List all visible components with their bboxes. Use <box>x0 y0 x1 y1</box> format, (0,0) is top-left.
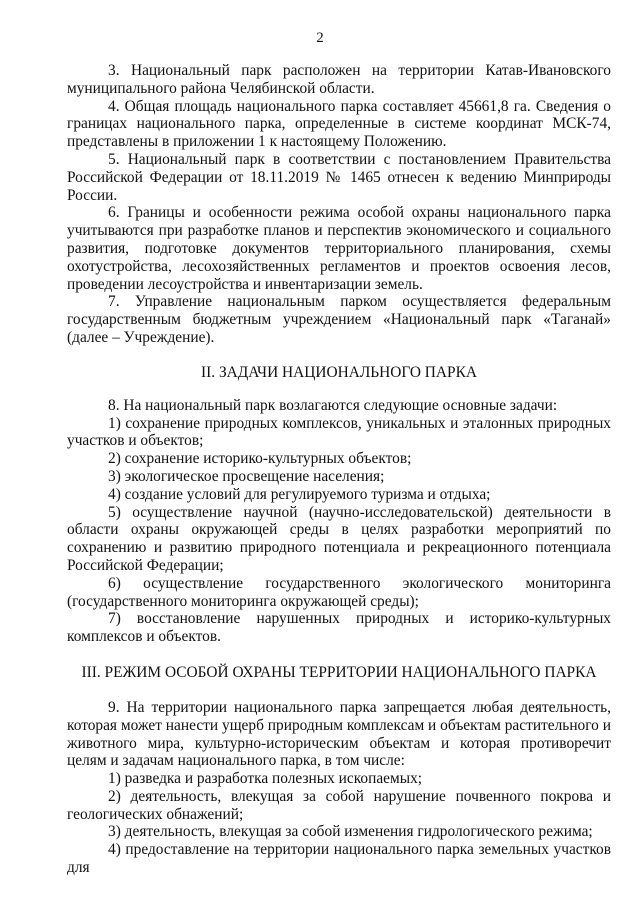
prohibition-item-4: 4) предоставление на территории национального парка земельных участков для <box>67 841 611 877</box>
prohibition-item-3: 3) деятельность, влекущая за собой изменения гидрологического режима; <box>108 823 593 841</box>
task-item-4: 4) создание условий для регулируемого туризма и отдыха; <box>108 485 491 503</box>
task-item-6: 6) осуществление государственного экологического мониторинга (государственного мониторинга окружающей среды); <box>67 574 611 610</box>
document-body <box>67 62 611 877</box>
paragraph-5: 5. Национальный парк в соответствии с постановлением Правительства Российской Федерации от 18.11.2019 № 1465 отнесен к ведению Минприроды России. <box>67 150 611 204</box>
paragraph-9: 9. На территории национального парка запрещается любая деятельность, которая может нанести ущерб природным комплексам и объектам растительного и животного мира, культурно-историческим объектам и которая противоречит целям и задачам национального парка, в том числе: <box>67 698 611 770</box>
task-item-5: 5) осуществление научной (научно-исследовательской) деятельности в области охраны окружающей среды в целях разработки мероприятий по сохранению и развитию природного потенциала и рекреационного потенциала Российской Федерации; <box>67 503 611 574</box>
paragraph-3: 3. Национальный парк расположен на территории Катав-Ивановского муниципального района Челябинской области. <box>67 62 611 97</box>
paragraph-7: 7. Управление национальным парком осуществляется федеральным государственным бюджетным учреждением «Национальный парк «Таганай» (далее – Учреждение). <box>67 293 611 346</box>
prohibition-item-1: 1) разведка и разработка полезных ископаемых; <box>108 770 423 788</box>
paragraph-4: 4. Общая площадь национального парка составляет 45661,8 га. Сведения о границах национального парка, определенные в системе координат МСК-74, представлены в приложении 1 к настоящему Положению. <box>67 97 611 151</box>
section-2-title: II. ЗАДАЧИ НАЦИОНАЛЬНОГО ПАРКА <box>201 363 477 381</box>
task-item-7: 7) восстановление нарушенных природных и историко-культурных комплексов и объектов. <box>67 610 611 646</box>
task-item-1: 1) сохранение природных комплексов, уникальных и эталонных природных участков и объектов; <box>67 414 611 450</box>
prohibition-item-2: 2) деятельность, влекущая за собой нарушение почвенного покрова и геологических обнажений; <box>67 787 611 823</box>
page-number: 2 <box>316 30 324 46</box>
paragraph-8: 8. На национальный парк возлагаются следующие основные задачи: <box>108 396 558 414</box>
paragraph-6: 6. Границы и особенности режима особой охраны национального парка учитываются при разработке планов и перспектив экономического и социального развития, подготовке документов территориального планирования, схемы охотустройства, лесохозяйственных регламентов и проектов освоения лесов, проведении лесоустройства и инвентаризации земель. <box>67 204 611 293</box>
section-3-title: III. РЕЖИМ ОСОБОЙ ОХРАНЫ ТЕРРИТОРИИ НАЦИОНАЛЬНОГО ПАРКА <box>81 663 597 681</box>
task-item-3: 3) экологическое просвещение населения; <box>108 467 385 485</box>
task-item-2: 2) сохранение историко-культурных объектов; <box>108 450 412 468</box>
